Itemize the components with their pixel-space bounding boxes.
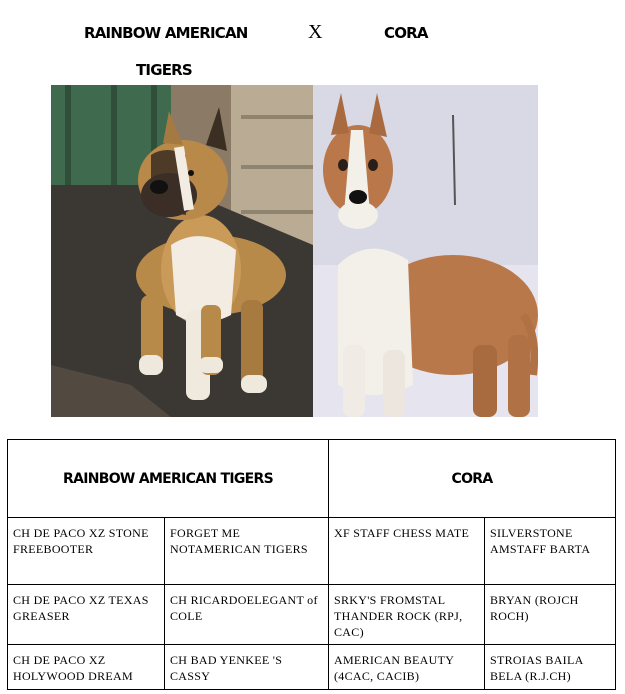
table-row bbox=[8, 585, 616, 645]
table-cell: SRKY'S FROMSTAL THANDER ROCK (RPJ, CAC) bbox=[329, 585, 485, 645]
pedigree-table bbox=[7, 439, 616, 690]
table-row bbox=[8, 645, 616, 690]
table-cell: CH DE PACO XZ STONE FREEBOOTER bbox=[8, 518, 165, 585]
sire-title-line-2: TIGERS bbox=[136, 61, 192, 79]
table-cell: SILVERSTONE AMSTAFF BARTA bbox=[485, 518, 616, 585]
table-cell: AMERICAN BEAUTY (4CAC, CACIB) bbox=[329, 645, 485, 690]
table-cell: CH BAD YENKEE 'S CASSY bbox=[165, 645, 329, 690]
table-cell: FORGET ME NOTAMERICAN TIGERS bbox=[165, 518, 329, 585]
dam-title: CORA bbox=[384, 24, 428, 42]
table-cell: CH DE PACO XZ TEXAS GREASER bbox=[8, 585, 165, 645]
table-cell: CH RICARDOELEGANT of COLE bbox=[165, 585, 329, 645]
dam-column-header: CORA bbox=[329, 440, 616, 518]
table-cell: BRYAN (ROJCH ROCH) bbox=[485, 585, 616, 645]
table-row bbox=[8, 518, 616, 585]
table-cell: STROIAS BAILA BELA (R.J.CH) bbox=[485, 645, 616, 690]
sire-photo bbox=[51, 85, 313, 417]
sire-title-line-1: RAINBOW AMERICAN bbox=[84, 24, 248, 42]
table-cell: XF STAFF CHESS MATE bbox=[329, 518, 485, 585]
dam-photo bbox=[313, 85, 538, 417]
cross-symbol: X bbox=[308, 21, 323, 43]
sire-column-header: RAINBOW AMERICAN TIGERS bbox=[8, 440, 329, 518]
table-cell: CH DE PACO XZ HOLYWOOD DREAM bbox=[8, 645, 165, 690]
